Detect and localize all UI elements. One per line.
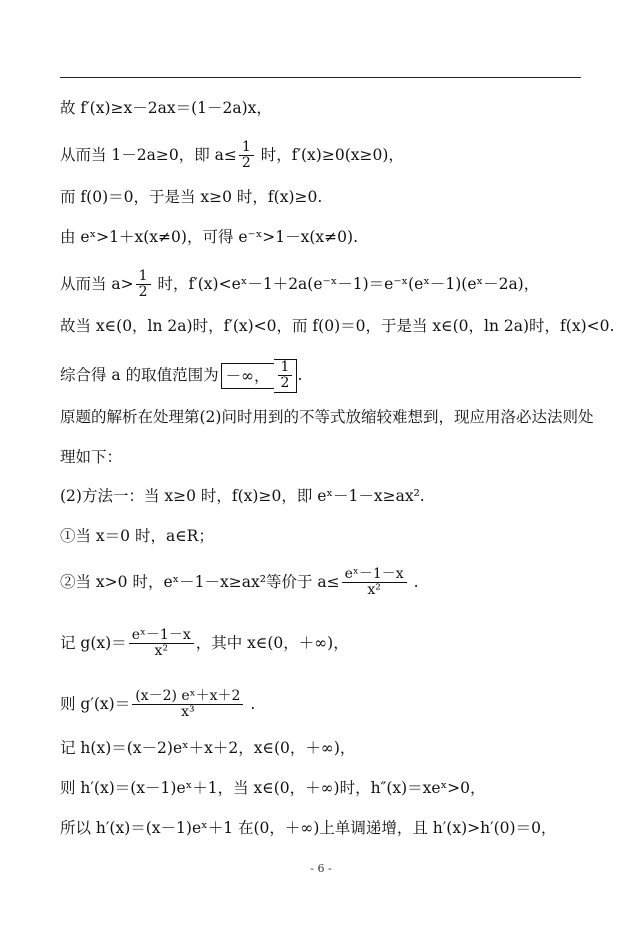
line-text: 时，f′(x)<eˣ－1＋2a(e⁻ˣ－1)＝e⁻ˣ(eˣ－1)(eˣ－2a)， — [152, 274, 540, 293]
text-line: 记 h(x)＝(x－2)eˣ＋x＋2，x∈(0，＋∞)， — [60, 739, 356, 757]
fraction-numerator: eˣ－1－x — [131, 627, 191, 643]
fraction — [129, 628, 194, 660]
interval-close-bracket — [274, 359, 298, 393]
text-line: (2)方法一：当 x≥0 时，f(x)≥0，即 eˣ－1－x≥ax². — [60, 487, 425, 505]
fraction-numerator: 1 — [241, 139, 251, 155]
page-number: - 6 - — [310, 862, 332, 875]
fraction — [239, 140, 254, 172]
text-line: 原题的解析在处理第(2)问时用到的不等式放缩较难想到，现应用洛必达法则处 — [60, 408, 594, 426]
header-rule — [60, 77, 581, 78]
fraction — [132, 689, 243, 721]
line-text: 时，f′(x)≥0(x≥0)， — [255, 145, 404, 164]
interval-open-bracket — [221, 363, 274, 389]
fraction-denominator: 2 — [239, 155, 254, 171]
line-text: 从而当 1－2a≥0，即 a≤ — [60, 145, 237, 164]
fraction — [342, 567, 407, 599]
text-line: 所以 h′(x)＝(x－1)eˣ＋1 在(0，＋∞)上单调递增，且 h′(x)>h′(0)＝0， — [60, 819, 557, 837]
math-line — [60, 689, 585, 721]
math-line — [60, 567, 585, 599]
line-text: 记 g(x)＝ — [60, 633, 127, 652]
fraction-denominator: x² — [342, 582, 407, 598]
fraction-denominator: x² — [129, 643, 194, 659]
text-line: 而 f(0)＝0，于是当 x≥0 时，f(x)≥0. — [60, 188, 323, 206]
fraction — [136, 269, 151, 301]
line-text: . — [245, 694, 256, 713]
math-line — [60, 140, 585, 172]
text-line: 由 eˣ>1＋x(x≠0)，可得 e⁻ˣ>1－x(x≠0). — [60, 228, 358, 246]
text-line: 则 h′(x)＝(x－1)eˣ＋1，当 x∈(0，＋∞)时，h″(x)＝xeˣ>0， — [60, 779, 486, 797]
fraction-numerator: eˣ－1－x — [344, 566, 404, 582]
math-line — [60, 269, 585, 301]
interval-lower: －∞， — [225, 366, 270, 385]
line-text: 则 g′(x)＝ — [60, 694, 131, 713]
line-text: ，其中 x∈(0，＋∞)， — [195, 633, 349, 652]
fraction-denominator: 2 — [278, 375, 293, 391]
fraction — [278, 360, 293, 392]
text-line: 故 f′(x)≥x－2ax＝(1－2a)x， — [60, 99, 272, 117]
line-text: 综合得 a 的取值范围为 — [60, 365, 219, 384]
line-text: . — [297, 365, 303, 384]
text-line: 理如下： — [60, 448, 123, 466]
fraction-numerator: (x－2) eˣ＋x＋2 — [135, 688, 241, 704]
line-text: ②当 x>0 时，eˣ－1－x≥ax²等价于 a≤ — [60, 572, 340, 591]
text-line: 故当 x∈(0，ln 2a)时，f′(x)<0，而 f(0)＝0，于是当 x∈(0，ln 2a)时，f(x)<0. — [60, 317, 615, 335]
math-line — [60, 628, 585, 660]
line-text: 从而当 a> — [60, 274, 134, 293]
fraction-numerator: 1 — [138, 268, 148, 284]
math-line — [60, 359, 585, 393]
text-line: ①当 x＝0 时，a∈R； — [60, 527, 214, 545]
fraction-denominator: x³ — [132, 704, 243, 720]
fraction-denominator: 2 — [136, 284, 151, 300]
line-text: . — [408, 572, 419, 591]
fraction-numerator: 1 — [280, 359, 290, 375]
